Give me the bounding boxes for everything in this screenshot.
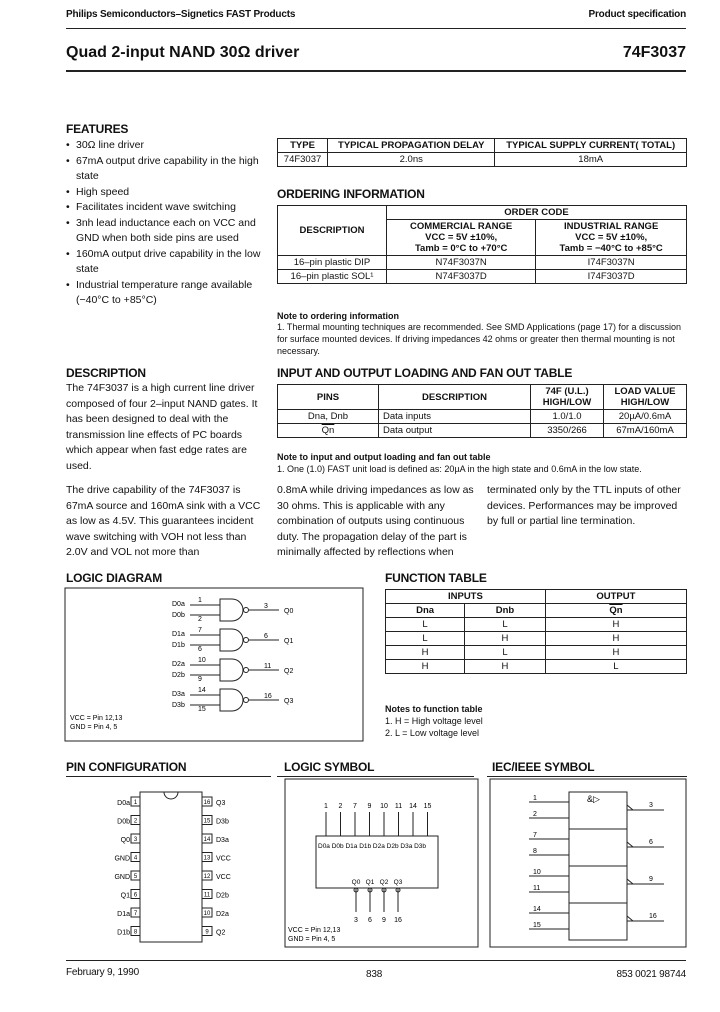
pin-number: 9 xyxy=(649,876,653,883)
nand-gate xyxy=(220,659,243,681)
pin-number: 11 xyxy=(264,663,272,670)
pin-number: 10 xyxy=(203,911,211,917)
pin-number: 2 xyxy=(533,811,537,818)
inverter-bubble xyxy=(244,668,249,673)
pin-left-label: D0a xyxy=(117,800,130,807)
pin-number: 6 xyxy=(264,633,268,640)
gate-output-label: Q1 xyxy=(284,638,294,645)
ordering-heading: ORDERING INFORMATION xyxy=(277,187,425,201)
gate-input-b-label: D0b xyxy=(172,612,185,619)
table-header: LOAD VALUE HIGH/LOW xyxy=(604,385,687,410)
pin-number: 13 xyxy=(203,855,211,862)
pin-number: 11 xyxy=(203,892,211,899)
feature-item: • 160mA output drive capability in the low state xyxy=(66,247,266,278)
description-p2: The drive capability of the 74F3037 is 67mA source and 160mA sink with a VCC as low as 4.5V. This guarantees incident wave switching with VOH not less than 2.0V and VOL not more than xyxy=(66,484,261,558)
order-code-header: ORDER CODE xyxy=(387,206,687,220)
table-cell: I74F3037N xyxy=(536,256,687,270)
footer-date: February 9, 1990 xyxy=(66,967,139,978)
logic-symbol-heading: LOGIC SYMBOL xyxy=(284,760,375,774)
pin-number: 3 xyxy=(133,837,138,843)
ic-body xyxy=(140,792,202,942)
table-cell: L xyxy=(386,632,465,646)
iec-frame xyxy=(490,779,686,947)
delay-header: TYPICAL PROPAGATION DELAY xyxy=(328,139,495,153)
pin-number: 7 xyxy=(533,832,537,839)
pin-number: 1 xyxy=(324,803,328,810)
gate-input-a-label: D0a xyxy=(172,601,185,608)
commercial-range: COMMERCIAL RANGE xyxy=(410,221,513,232)
type-table xyxy=(277,138,687,167)
pin-number: 6 xyxy=(198,646,202,653)
feature-item: • 30Ω line driver xyxy=(66,138,266,154)
vcc-label: VCC = Pin 12,13 xyxy=(288,927,341,934)
ordering-table xyxy=(277,205,687,284)
footer-rule xyxy=(66,960,686,961)
feature-item: • Industrial temperature range available (−40°C to +85°C) xyxy=(66,278,266,309)
industrial-vcc: VCC = 5V ±10%, xyxy=(575,232,648,243)
table-cell: N74F3037D xyxy=(387,270,536,284)
function-note: 2. L = Low voltage level xyxy=(385,728,479,738)
gate-input-a-label: D2a xyxy=(172,661,185,668)
pin-left-label: Q0 xyxy=(120,837,130,844)
pin-left-label: GND xyxy=(114,874,130,881)
feature-item: • High speed xyxy=(66,185,266,201)
table-cell: 67mA/160mA xyxy=(604,424,687,438)
output-header: OUTPUT xyxy=(545,590,686,604)
pin-number: 16 xyxy=(264,693,272,700)
table-cell: 16–pin plastic SOL¹ xyxy=(278,270,387,284)
pin-right-label: Q3 xyxy=(216,800,226,807)
and-buffer-symbol: &▷ xyxy=(587,794,600,804)
pin-number: 12 xyxy=(203,874,211,880)
col-header: $\overline{Qn}$ xyxy=(545,604,686,618)
gate-input-b-label: D3b xyxy=(172,702,185,709)
output-label: Q1 xyxy=(365,879,375,886)
description-p4: terminated only by the TTL inputs of other devices. Performances may be improved by full or partial line termination. xyxy=(487,484,681,527)
gate-input-a-label: D3a xyxy=(172,691,185,698)
gate-input-a-label: D1a xyxy=(172,631,185,638)
pin-right-label: D2b xyxy=(216,892,229,900)
nand-gate xyxy=(220,689,243,711)
table-header: 74F (U.L.) HIGH/LOW xyxy=(531,385,604,410)
pin-number: 5 xyxy=(133,874,138,880)
pin-number: 1 xyxy=(198,597,202,604)
ic-notch xyxy=(164,792,178,799)
inverter-bubble xyxy=(244,698,249,703)
nand-gate xyxy=(220,629,243,651)
logic-symbol xyxy=(284,778,479,950)
inversion-mark xyxy=(627,842,633,847)
table-cell: H xyxy=(545,646,686,660)
pin-number: 3 xyxy=(649,802,653,809)
function-notes-title: Notes to function table xyxy=(385,704,483,714)
features-heading: FEATURES xyxy=(66,122,129,136)
pin-left-label: D1b xyxy=(117,929,130,937)
company-name: Philips Semiconductors–Signetics FAST Products xyxy=(66,9,296,20)
delay-cell: 2.0ns xyxy=(328,153,495,167)
title-rule xyxy=(66,70,686,72)
feature-item: • 3nh lead inductance each on VCC and GND when both side pins are used xyxy=(66,216,266,247)
vcc-label: VCC = Pin 12,13 xyxy=(70,715,123,722)
pin-number: 3 xyxy=(354,917,358,924)
iec-rule xyxy=(487,776,687,777)
table-cell: $\overline{Qn}$ xyxy=(278,424,379,438)
inverter-bubble xyxy=(244,638,249,643)
inversion-mark xyxy=(627,879,633,884)
pin-diagram xyxy=(66,780,276,950)
pin-number: 1 xyxy=(133,800,138,806)
pin-number: 14 xyxy=(198,687,206,694)
pin-number: 2 xyxy=(133,818,138,825)
pin-right-label: Q2 xyxy=(216,929,226,937)
doc-type: Product specification xyxy=(588,9,686,20)
output-label: Q0 xyxy=(351,879,361,886)
description-heading: DESCRIPTION xyxy=(66,366,146,380)
pin-number: 15 xyxy=(203,818,211,825)
iec-symbol xyxy=(489,778,687,950)
table-cell: L xyxy=(465,618,546,632)
table-cell: H xyxy=(545,618,686,632)
gate-block xyxy=(569,829,627,866)
pin-right-label: D3b xyxy=(216,818,229,826)
pin-number: 4 xyxy=(133,855,138,862)
pin-number: 7 xyxy=(353,803,357,810)
gate-output-label: Q3 xyxy=(284,698,294,705)
pin-number: 15 xyxy=(423,803,432,810)
pin-number: 16 xyxy=(203,800,211,806)
pin-left-label: Q1 xyxy=(120,892,130,900)
pin-number: 10 xyxy=(533,869,541,876)
iec-heading: IEC/IEEE SYMBOL xyxy=(492,760,595,774)
table-cell: 3350/266 xyxy=(531,424,604,438)
table-cell: H xyxy=(386,646,465,660)
pin-number: 15 xyxy=(198,706,206,713)
pin-number: 10 xyxy=(198,657,206,664)
pin-right-label: D2a xyxy=(216,911,229,918)
pin-number: 2 xyxy=(338,803,343,810)
pin-number: 8 xyxy=(533,848,537,855)
loading-heading: INPUT AND OUTPUT LOADING AND FAN OUT TABLE xyxy=(277,366,573,380)
ordering-note-title: Note to ordering information xyxy=(277,311,399,321)
ordering-description-header: DESCRIPTION xyxy=(278,206,387,256)
ordering-note: 1. Thermal mounting techniques are recommended. See SMD Applications (page 17) for a discussion for surface mounted devices. If driving impedances 42 ohms or greater then thermal mounting is not necessary. xyxy=(277,322,682,356)
pin-left-label: D0b xyxy=(117,818,130,826)
pin-number: 11 xyxy=(533,885,541,892)
current-cell: 18mA xyxy=(495,153,687,167)
table-cell: L xyxy=(386,618,465,632)
commercial-tamb: Tamb = 0°C to +70°C xyxy=(414,243,508,254)
pin-number: 9 xyxy=(205,929,209,936)
gate-output-label: Q2 xyxy=(284,668,294,675)
loading-table xyxy=(277,384,687,438)
pin-number: 2 xyxy=(198,616,202,623)
table-header: PINS xyxy=(278,385,379,410)
type-header: TYPE xyxy=(278,139,328,153)
pin-right-label: VCC xyxy=(216,874,231,881)
function-table xyxy=(385,589,687,674)
output-label: Q2 xyxy=(379,879,389,886)
pin-number: 10 xyxy=(380,803,388,810)
loading-note: 1. One (1.0) FAST unit load is defined as: 20µA in the high state and 0.6mA in the low state. xyxy=(277,464,642,474)
pin-right-label: D3a xyxy=(216,837,229,844)
description-p3: 0.8mA while driving impedances as low as 30 ohms. This is applicable with any combination of outputs using continuous duty. The propagation delay of the part is minimally affected by reflections when xyxy=(277,484,474,558)
inverter-bubble xyxy=(244,608,249,613)
table-cell: L xyxy=(465,646,546,660)
pin-number: 14 xyxy=(533,906,541,913)
pin-number: 9 xyxy=(198,676,202,683)
pin-left-label: GND xyxy=(114,855,130,863)
table-cell: 20µA/0.6mA xyxy=(604,410,687,424)
industrial-range: INDUSTRIAL RANGE xyxy=(563,221,659,232)
page-title: Quad 2-input NAND 30Ω driver xyxy=(66,44,300,61)
pin-number: 7 xyxy=(198,627,202,634)
industrial-header xyxy=(536,220,687,256)
gnd-label: GND = Pin 4, 5 xyxy=(288,936,336,943)
commercial-header xyxy=(387,220,536,256)
gnd-label: GND = Pin 4, 5 xyxy=(70,724,118,731)
header-rule xyxy=(66,28,686,29)
footer-code: 853 0021 98744 xyxy=(616,969,686,980)
table-cell: Data inputs xyxy=(379,410,531,424)
pin-number: 3 xyxy=(264,603,268,610)
pin-left-label: D1a xyxy=(117,911,130,918)
pin-number: 9 xyxy=(367,803,372,810)
pin-number: 1 xyxy=(533,795,537,802)
table-cell: I74F3037D xyxy=(536,270,687,284)
page-number: 838 xyxy=(366,969,383,980)
pin-number: 16 xyxy=(649,913,657,920)
table-cell: L xyxy=(545,660,686,674)
pin-number: 15 xyxy=(533,922,541,929)
feature-item: • Facilitates incident wave switching xyxy=(66,200,266,216)
pin-number: 14 xyxy=(203,837,211,843)
table-cell: 16–pin plastic DIP xyxy=(278,256,387,270)
nand-gate xyxy=(220,599,243,621)
inversion-mark xyxy=(627,805,633,810)
pin-config-rule xyxy=(66,776,271,777)
table-cell: Dna, Dnb xyxy=(278,410,379,424)
table-header: DESCRIPTION xyxy=(379,385,531,410)
table-cell: H xyxy=(545,632,686,646)
logic-diagram xyxy=(64,587,364,742)
pin-number: 16 xyxy=(394,917,402,924)
output-label: Q3 xyxy=(393,879,403,886)
input-labels: D0a D0b D1a D1b D2a D2b D3a D3b xyxy=(318,843,427,850)
pin-config-heading: PIN CONFIGURATION xyxy=(66,760,187,774)
table-cell: H xyxy=(386,660,465,674)
gate-block xyxy=(569,903,627,940)
table-cell: H xyxy=(465,660,546,674)
description-p1: The 74F3037 is a high current line driver composed of four 2–input NAND gates. It has been designed to deal with the transmission line effects of PC boards which appear when fast edge rates are used. xyxy=(66,382,258,472)
gate-input-b-label: D1b xyxy=(172,642,185,649)
gate-input-b-label: D2b xyxy=(172,672,185,679)
inputs-header: INPUTS xyxy=(386,590,546,604)
pin-number: 6 xyxy=(649,839,653,846)
pin-number: 6 xyxy=(368,917,372,924)
pin-number: 11 xyxy=(394,803,403,810)
col-header: Dna xyxy=(386,604,465,618)
commercial-vcc: VCC = 5V ±10%, xyxy=(425,232,498,243)
pin-right-label: VCC xyxy=(216,855,231,863)
part-number: 74F3037 xyxy=(622,44,686,61)
current-header: TYPICAL SUPPLY CURRENT( TOTAL) xyxy=(495,139,687,153)
logic-symbol-rule xyxy=(277,776,474,777)
function-table-heading: FUNCTION TABLE xyxy=(385,571,487,585)
pin-number: 14 xyxy=(409,803,417,810)
pin-number: 9 xyxy=(382,917,386,924)
logic-diagram-heading: LOGIC DIAGRAM xyxy=(66,571,163,585)
features-list xyxy=(66,138,266,309)
pin-number: 6 xyxy=(133,892,138,899)
table-cell: Data output xyxy=(379,424,531,438)
gate-output-label: Q0 xyxy=(284,608,294,615)
feature-item: • 67mA output drive capability in the high state xyxy=(66,154,266,185)
industrial-tamb: Tamb = −40°C to +85°C xyxy=(559,243,663,254)
loading-note-title: Note to input and output loading and fan out table xyxy=(277,452,491,462)
table-cell: 1.0/1.0 xyxy=(531,410,604,424)
col-header: Dnb xyxy=(465,604,546,618)
table-cell: H xyxy=(465,632,546,646)
type-cell: 74F3037 xyxy=(278,153,328,167)
inversion-mark xyxy=(627,916,633,921)
pin-number: 8 xyxy=(133,929,138,936)
pin-number: 7 xyxy=(133,911,138,917)
table-cell: N74F3037N xyxy=(387,256,536,270)
function-note: 1. H = High voltage level xyxy=(385,716,483,726)
gate-block xyxy=(569,866,627,903)
